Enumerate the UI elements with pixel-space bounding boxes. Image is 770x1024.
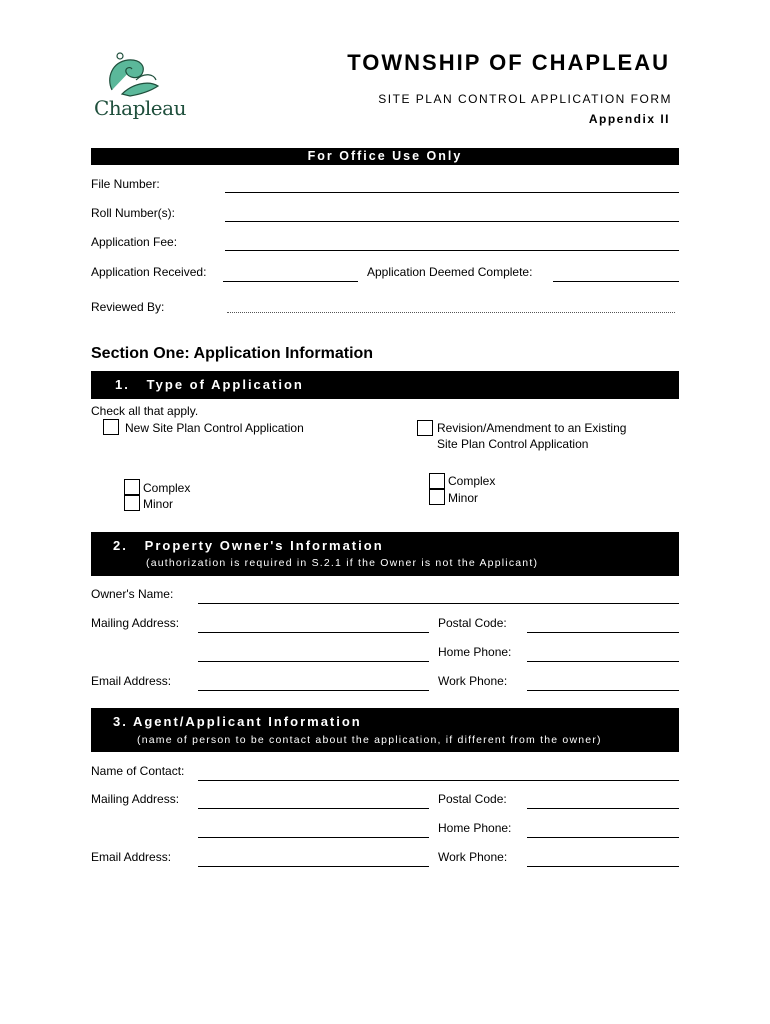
form-name: SITE PLAN CONTROL APPLICATION FORM	[378, 92, 672, 106]
owner-work-phone-field[interactable]	[527, 690, 679, 691]
contact-name-field[interactable]	[198, 780, 679, 781]
logo-wordmark: Chapleau	[94, 96, 186, 120]
section-one-heading: Section One: Application Information	[91, 345, 374, 362]
file-number-label: File Number:	[91, 177, 160, 191]
agent-postal-field[interactable]	[527, 808, 679, 809]
owner-name-label: Owner's Name:	[91, 587, 174, 601]
reviewed-by-label: Reviewed By:	[91, 300, 165, 314]
file-number-field[interactable]	[225, 192, 679, 193]
page-title: TOWNSHIP OF CHAPLEAU	[347, 50, 670, 75]
agent-work-phone-field[interactable]	[527, 866, 679, 867]
owner-mailing-label: Mailing Address:	[91, 616, 180, 630]
revision-minor-label: Minor	[448, 491, 479, 505]
owner-postal-field[interactable]	[527, 632, 679, 633]
agent-mailing-label: Mailing Address:	[91, 792, 180, 806]
agent-mailing-field-2[interactable]	[198, 837, 429, 838]
revision-label-line2: Site Plan Control Application	[437, 437, 589, 451]
type-of-application-label: 1. Type of Application	[115, 377, 304, 392]
revision-complex-label: Complex	[448, 474, 496, 488]
agent-home-phone-label: Home Phone:	[438, 821, 512, 835]
new-minor-label: Minor	[143, 497, 174, 511]
agent-home-phone-field[interactable]	[527, 837, 679, 838]
application-received-label: Application Received:	[91, 265, 207, 279]
agent-info-bar	[91, 708, 679, 752]
township-logo	[92, 50, 186, 130]
revision-checkbox[interactable]	[417, 420, 433, 436]
type-of-application-bar	[91, 371, 679, 399]
new-application-checkbox[interactable]	[103, 419, 119, 435]
new-complex-label: Complex	[143, 481, 191, 495]
owner-email-field[interactable]	[198, 690, 429, 691]
agent-mailing-field[interactable]	[198, 808, 429, 809]
agent-postal-label: Postal Code:	[438, 792, 507, 806]
revision-minor-checkbox[interactable]	[429, 489, 445, 505]
owner-info-note: (authorization is required in S.2.1 if the Owner is not the Applicant)	[146, 557, 539, 569]
owner-postal-label: Postal Code:	[438, 616, 507, 630]
new-complex-checkbox[interactable]	[124, 479, 140, 495]
office-use-bar	[91, 148, 679, 165]
new-minor-checkbox[interactable]	[124, 495, 140, 511]
owner-email-label: Email Address:	[91, 674, 172, 688]
office-use-label: For Office Use Only	[307, 149, 463, 163]
reviewed-by-field[interactable]	[227, 312, 675, 313]
owner-mailing-field-2[interactable]	[198, 661, 429, 662]
owner-info-bar	[91, 532, 679, 576]
revision-label-line1: Revision/Amendment to an Existing	[437, 421, 627, 435]
appendix-label: Appendix II	[588, 112, 670, 126]
application-fee-label: Application Fee:	[91, 235, 178, 249]
application-received-field[interactable]	[223, 281, 358, 282]
new-application-label: New Site Plan Control Application	[125, 421, 304, 435]
agent-info-label: 3. Agent/Applicant Information	[113, 714, 362, 729]
agent-email-label: Email Address:	[91, 850, 172, 864]
deemed-complete-label: Application Deemed Complete:	[367, 265, 533, 279]
owner-home-phone-label: Home Phone:	[438, 645, 512, 659]
application-fee-field[interactable]	[225, 250, 679, 251]
owner-mailing-field[interactable]	[198, 632, 429, 633]
roll-numbers-field[interactable]	[225, 221, 679, 222]
check-all-instruction: Check all that apply.	[91, 404, 199, 418]
revision-complex-checkbox[interactable]	[429, 473, 445, 489]
contact-name-label: Name of Contact:	[91, 764, 185, 778]
agent-info-note: (name of person to be contact about the application, if different from the owner)	[137, 734, 602, 746]
chapleau-leaf-icon	[92, 50, 182, 102]
roll-numbers-label: Roll Number(s):	[91, 206, 176, 220]
owner-work-phone-label: Work Phone:	[438, 674, 508, 688]
agent-email-field[interactable]	[198, 866, 429, 867]
owner-name-field[interactable]	[198, 603, 679, 604]
deemed-complete-field[interactable]	[553, 281, 679, 282]
owner-home-phone-field[interactable]	[527, 661, 679, 662]
owner-info-label: 2. Property Owner's Information	[113, 538, 384, 553]
agent-work-phone-label: Work Phone:	[438, 850, 508, 864]
